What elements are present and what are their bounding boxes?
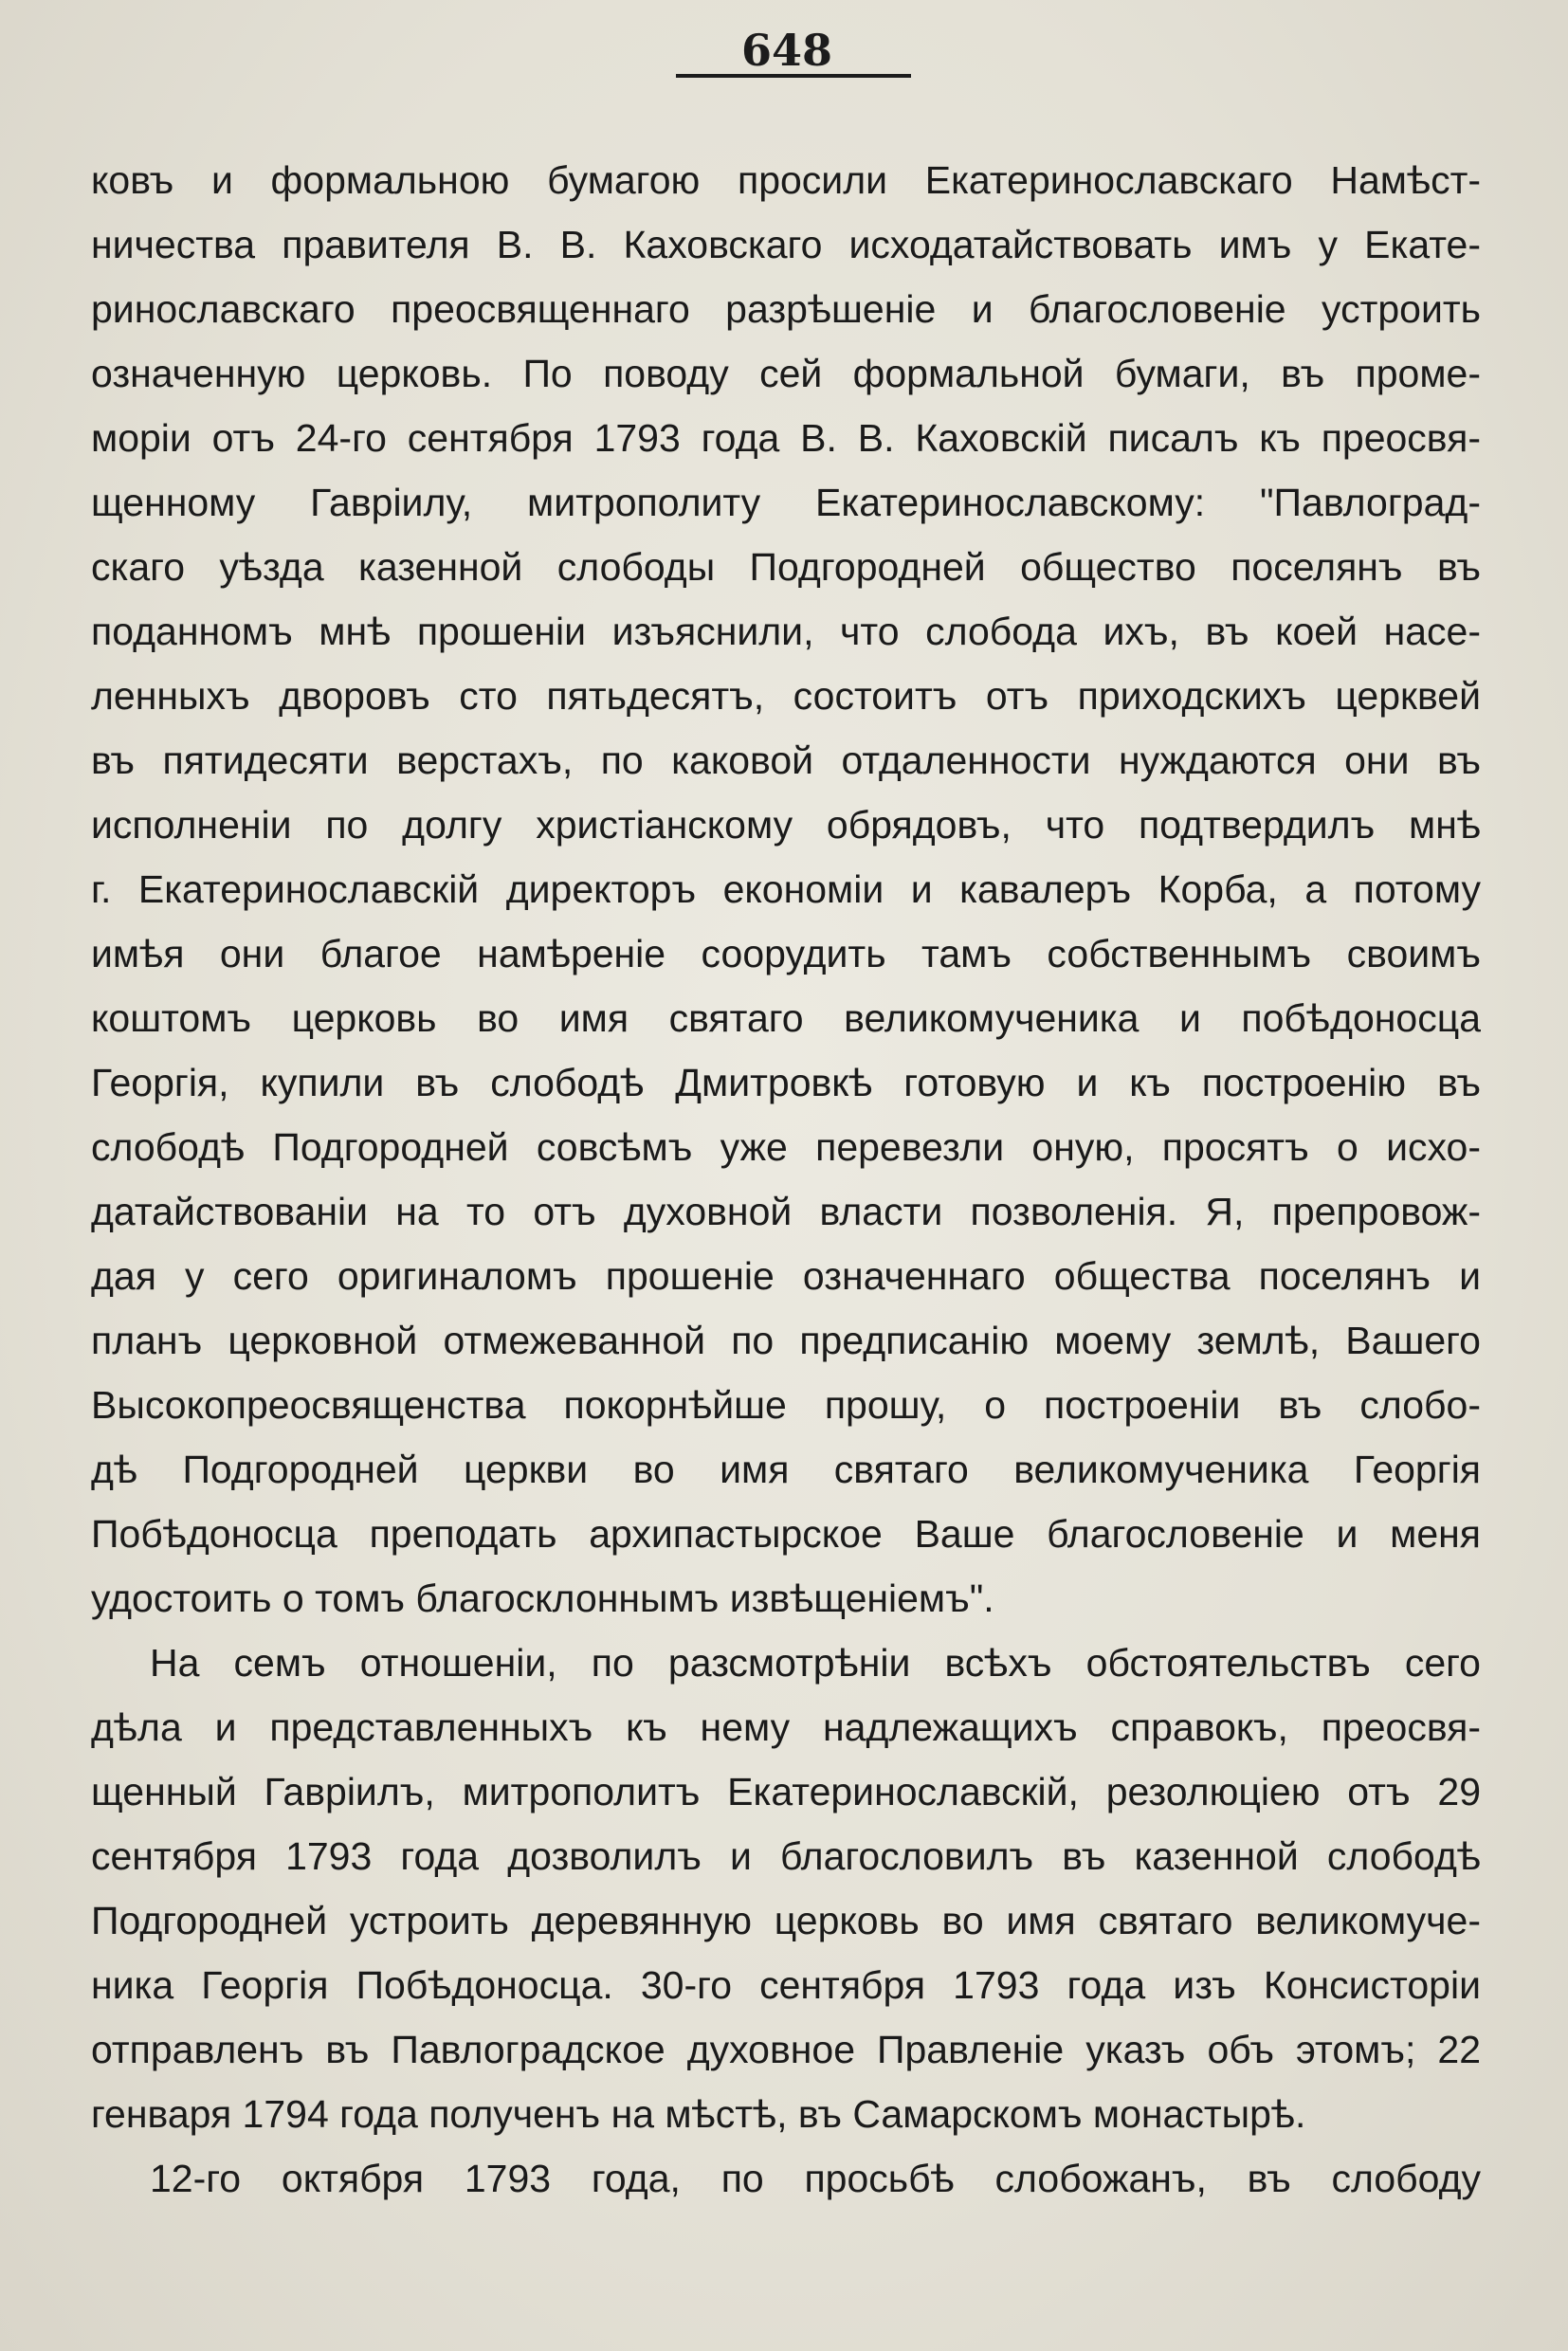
text-line: Побѣдоносца преподать архипастырское Ваше благословеніе и меня <box>91 1512 1481 1556</box>
page-number: 648 <box>740 25 833 76</box>
text-line: Высокопреосвященства покорнѣйше прошу, о построеніи въ слобо- <box>91 1383 1481 1427</box>
text-line: щенный Гавріилъ, митрополитъ Екатеринославскій, резолюціею отъ 29 <box>91 1770 1481 1813</box>
text-line: Георгія, купили въ слободѣ Дмитровкѣ готовую и къ построенію въ <box>91 1061 1481 1104</box>
text-line: генваря 1794 года полученъ на мѣстѣ, въ Самарскомъ монастырѣ. <box>91 2092 1306 2136</box>
text-line: скаго уѣзда казенной слободы Подгородней общество поселянъ въ <box>91 545 1481 589</box>
text-line: Подгородней устроить деревянную церковь во имя святаго великомуче- <box>91 1899 1481 1942</box>
text-line: ника Георгія Побѣдоносца. 30-го сентября 1793 года изъ Консисторіи <box>91 1963 1481 2007</box>
text-line: моріи отъ 24-го сентября 1793 года В. В. Каховскій писалъ къ преосвя- <box>91 416 1481 460</box>
text-line: имѣя они благое намѣреніе соорудить тамъ собственнымъ своимъ <box>91 932 1481 975</box>
text-line: датайствованіи на то отъ духовной власти позволенія. Я, препровож- <box>91 1190 1481 1233</box>
text-line: дая у сего оригиналомъ прошеніе означеннаго общества поселянъ и <box>91 1254 1481 1298</box>
text-line: отправленъ въ Павлоградское духовное Правленіе указъ объ этомъ; 22 <box>91 2028 1481 2071</box>
text-line: слободѣ Подгородней совсѣмъ уже перевезли оную, просятъ о исхо- <box>91 1125 1481 1169</box>
text-line: въ пятидесяти верстахъ, по каковой отдаленности нуждаются они въ <box>91 738 1481 782</box>
text-line: означенную церковь. По поводу сей формальной бумаги, въ проме- <box>91 352 1481 395</box>
text-line: г. Екатеринославскій директоръ економіи и кавалеръ Корба, а потому <box>91 867 1481 911</box>
text-line: ленныхъ дворовъ сто пятьдесятъ, состоитъ отъ приходскихъ церквей <box>91 674 1481 718</box>
text-line: дѣ Подгородней церкви во имя святаго великомученика Георгія <box>91 1448 1481 1491</box>
text-line: дѣла и представленныхъ къ нему надлежащихъ справокъ, преосвя- <box>91 1705 1481 1749</box>
text-line: ничества правителя В. В. Каховскаго исходатайствовать имъ у Екате- <box>91 223 1481 266</box>
text-line: удостоить о томъ благосклоннымъ извѣщеніемъ". <box>91 1576 994 1620</box>
text-line: ринославскаго преосвященнаго разрѣшеніе и благословеніе устроить <box>91 287 1481 331</box>
text-line: коштомъ церковь во имя святаго великомученика и побѣдоносца <box>91 996 1481 1040</box>
text-line: исполненіи по долгу христіанскому обрядовъ, что подтвердилъ мнѣ <box>91 803 1481 847</box>
text-line: ковъ и формальною бумагою просили Екатеринославскаго Намѣст- <box>91 158 1481 202</box>
paragraph-first-line: На семъ отношеніи, по разсмотрѣніи всѣхъ обстоятельствъ сего <box>150 1641 1481 1685</box>
text-line: поданномъ мнѣ прошеніи изъяснили, что слобода ихъ, въ коей насе- <box>91 610 1481 653</box>
text-line: планъ церковной отмежеванной по предписанію моему землѣ, Вашего <box>91 1319 1481 1362</box>
paragraph-first-line: 12-го октября 1793 года, по просьбѣ слобожанъ, въ слободу <box>150 2157 1481 2200</box>
text-line: сентября 1793 года дозволилъ и благословилъ въ казенной слободѣ <box>91 1834 1481 1878</box>
text-line: щенному Гавріилу, митрополиту Екатеринославскому: "Павлоград- <box>91 481 1481 524</box>
